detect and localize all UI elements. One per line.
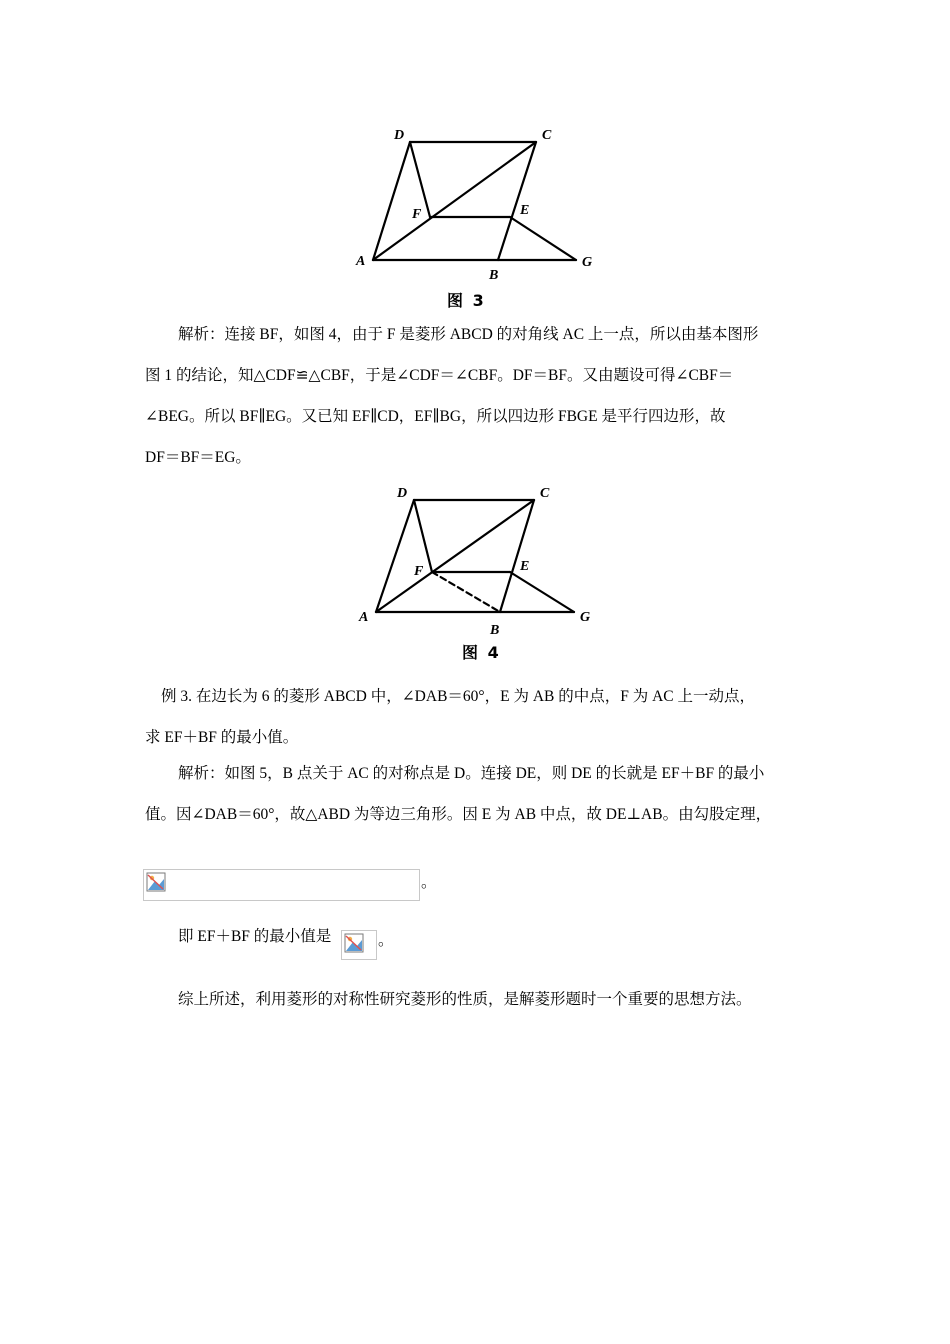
analysis-paragraph-2 <box>145 753 815 835</box>
fig3-label-D: D <box>394 128 405 143</box>
fig3-label-E: E <box>520 203 530 218</box>
formula-period: 。 <box>421 874 437 891</box>
answer-text: 即 EF＋BF 的最小值是 <box>178 928 332 945</box>
analysis-1-line-4: DF＝BF＝EG。 <box>145 449 251 466</box>
fig4-label-F: F <box>414 564 424 579</box>
figure-3-diagram <box>350 122 600 282</box>
fig3-label-F: F <box>412 207 422 222</box>
fig3-label-A: A <box>356 254 366 269</box>
example-3-line-2: 求 EF＋BF 的最小值。 <box>145 729 299 746</box>
fig4-label-A: A <box>359 610 369 625</box>
analysis-paragraph-1 <box>145 314 815 478</box>
fig4-segment-DF <box>414 500 432 572</box>
figure-4-caption: 图 4 <box>462 643 501 662</box>
fig3-segment-AC <box>373 142 536 260</box>
broken-image-icon <box>146 872 166 892</box>
answer-line <box>178 924 331 946</box>
fig3-segment-DF <box>410 142 430 217</box>
analysis-1-line-1: 解析：连接 BF，如图 4，由于 F 是菱形 ABCD 的对角线 AC 上一点，所以由基本图形 <box>178 326 759 343</box>
analysis-2-line-2: 值。因∠DAB＝60°，故△ABD 为等边三角形。因 E 为 AB 中点，故 DE⊥AB。由勾股定理， <box>145 806 772 823</box>
summary-paragraph: 综上所述，利用菱形的对称性研究菱形的性质，是解菱形题时一个重要的思想方法。 <box>178 991 752 1008</box>
fig4-label-C: C <box>540 486 550 501</box>
fig3-segment-EG <box>510 217 576 260</box>
fig4-label-G: G <box>580 610 591 625</box>
fig4-segment-AC <box>376 500 534 612</box>
broken-image-icon <box>344 933 364 953</box>
fig4-segment-EG <box>510 572 574 612</box>
answer-period: 。 <box>378 932 394 949</box>
fig3-segment-DA <box>373 142 410 260</box>
answer-image-placeholder <box>341 930 377 960</box>
fig4-dashed-FB <box>432 572 500 612</box>
example-3 <box>145 676 815 758</box>
fig4-label-B: B <box>490 623 500 638</box>
analysis-1-line-3: ∠BEG。所以 BF∥EG。又已知 EF∥CD，EF∥BG，所以四边形 FBGE 是平行四边形，故 <box>145 408 726 425</box>
example-3-line-1: 例 3. 在边长为 6 的菱形 ABCD 中，∠DAB＝60°，E 为 AB 的中点，F 为 AC 上一动点， <box>161 688 756 705</box>
fig3-label-B: B <box>489 268 499 282</box>
fig4-label-D: D <box>397 486 408 501</box>
formula-image-placeholder <box>143 869 420 901</box>
fig4-label-E: E <box>520 559 530 574</box>
fig3-segment-CB <box>498 142 536 260</box>
figure-3-caption: 图 3 <box>447 291 486 310</box>
fig4-segment-DA <box>376 500 414 612</box>
analysis-2-line-1: 解析：如图 5，B 点关于 AC 的对称点是 D。连接 DE，则 DE 的长就是 EF＋BF 的最小 <box>178 765 765 782</box>
figure-4-diagram <box>352 480 602 640</box>
fig4-segment-CB <box>500 500 534 612</box>
analysis-1-line-2: 图 1 的结论，知△CDF≌△CBF，于是∠CDF＝∠CBF。DF＝BF。又由题设可得∠CBF＝ <box>145 367 734 384</box>
fig3-label-C: C <box>542 128 552 143</box>
fig3-label-G: G <box>582 255 593 270</box>
